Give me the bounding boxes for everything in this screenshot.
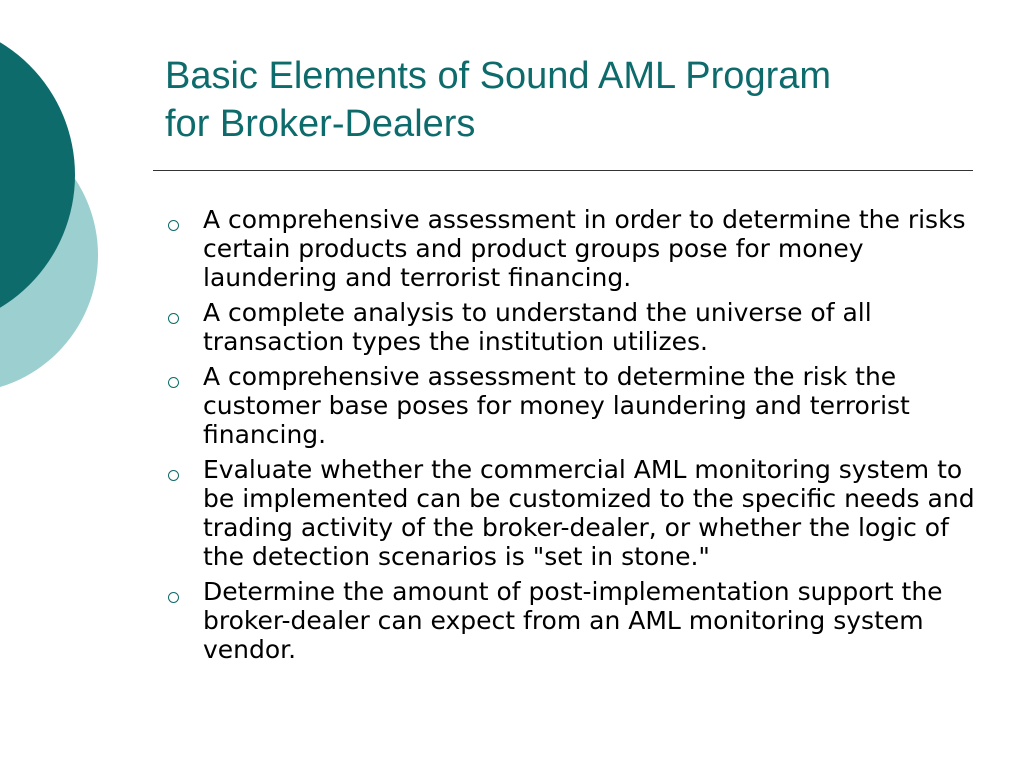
bullet-text: A complete analysis to understand the universe of all transaction types the institution utilizes. xyxy=(203,298,872,356)
hollow-circle-bullet-icon xyxy=(168,313,179,324)
bullet-text: Evaluate whether the commercial AML monitoring system to be implemented can be customized to the specific needs and trading activity of the broker-dealer, or whether the logic of the detection scenarios is "set in stone." xyxy=(203,455,975,571)
bullet-text: Determine the amount of post-implementation support the broker-dealer can expect from an AML monitoring system vendor. xyxy=(203,577,943,664)
bullet-item xyxy=(165,362,975,449)
hollow-circle-bullet-icon xyxy=(168,377,179,388)
bullet-item xyxy=(165,298,975,356)
bullet-text: A comprehensive assessment in order to determine the risks certain products and product groups pose for money laundering and terrorist financing. xyxy=(203,205,966,292)
slide-title xyxy=(165,52,985,148)
hollow-circle-bullet-icon xyxy=(168,592,179,603)
bullet-list xyxy=(165,205,975,670)
bullet-item xyxy=(165,455,975,571)
slide-title-line-2: for Broker-Dealers xyxy=(165,103,476,145)
corner-circles-decoration xyxy=(0,0,110,400)
bullet-item xyxy=(165,577,975,664)
hollow-circle-bullet-icon xyxy=(168,470,179,481)
slide-title-line-1: Basic Elements of Sound AML Program xyxy=(165,55,832,97)
bullet-text: A comprehensive assessment to determine the risk the customer base poses for money laundering and terrorist financing. xyxy=(203,362,910,449)
hollow-circle-bullet-icon xyxy=(168,220,179,231)
bullet-item xyxy=(165,205,975,292)
title-divider xyxy=(153,170,973,171)
